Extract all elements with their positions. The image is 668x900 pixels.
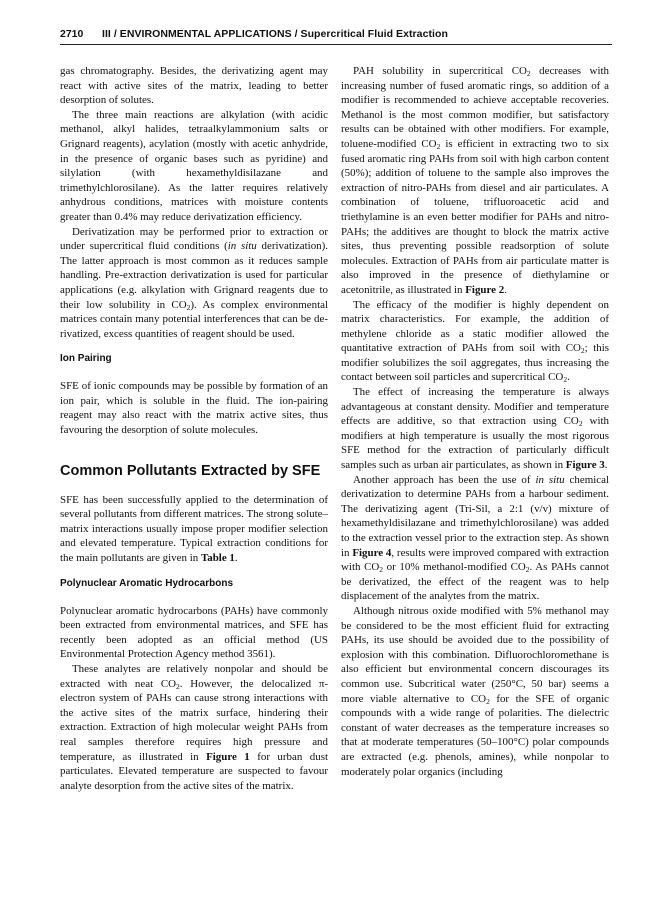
paragraph: Although nitrous oxide modified with 5% methanol may be considered to be the most efficient fluid for extracting PAHs, its use should be avoided due to the possibility of explosion with this combination. Difluorochloromethane is also efficient but environmental concern discourages its common use. Subcritical water (250°C, 50 bar) seems a more viable alternative to $CO_2$ for the SFE of organic compounds with a wide range of polarities. The dielectric constant of water decreases as the temperature increases so that at moderate temperatures (50–100°C) polar compounds are extracted (e.g. phenols, amines), while nonpolar to moderately polar organics (including — [341, 604, 609, 778]
figure-reference[interactable]: Figure 4 — [352, 546, 392, 559]
paragraph: The effect of increasing the temperature is always advantageous at constant density. Modifier and temperature effects are additive, so that extraction using $CO_2$ with modifiers at high temperature is usually the most rigorous SFE method for the extraction of particularly difficult samples such as urban air particulates, as shown in Figure 3. — [341, 386, 609, 472]
figure-reference[interactable]: Figure 1 — [206, 750, 250, 763]
paragraph: These analytes are relatively nonpolar and should be extracted with neat $CO_2$. However, the delocalized π-electron system of PAHs can cause strong interactions with the active sites of the matrix surface, hindering their extraction. Extraction of high molecular weight PAHs from real samples therefore requires high pressure and temperature, as illustrated in Figure 1 for urban dust particulates. Elevated temperature are suspected to favour analyte desorption from the active sites of the matrix. — [60, 663, 328, 792]
subheading-pah: Polynuclear Aromatic Hydrocarbons — [60, 577, 234, 589]
running-title: III / ENVIRONMENTAL APPLICATIONS / Supercritical Fluid Extraction — [102, 28, 448, 40]
paragraph: gas chromatography. Besides, the derivatizing agent may react with active sites of the matrix, leading to better desorption of solutes. — [60, 65, 328, 107]
page-number: 2710 — [60, 28, 84, 40]
paragraph: Derivatization may be performed prior to extraction or under supercritical fluid conditions (in situ derivatization). The latter approach is most common as it reduces sample handling. Pre-extraction derivatization is used for particular applications (e.g. alkylation with Grignard reagents due to their low solubility in $CO_2$). As complex environmental matrices contain many potential interferences that can be derivatized, excess quantities of reagent should be used. — [60, 225, 329, 340]
figure-reference[interactable]: Figure 3 — [565, 459, 605, 472]
paragraph: Polynuclear aromatic hydrocarbons (PAHs) have commonly been extracted from environmental matrices, and SFE has recently been adopted as an official method (US Environmental Protection Agency method 3561). — [60, 604, 328, 661]
figure-reference[interactable]: Figure 2 — [465, 283, 505, 296]
section-heading: Common Pollutants Extracted by SFE — [60, 462, 321, 479]
left-column — [60, 64, 328, 793]
paragraph: PAH solubility in supercritical $CO_2$ decreases with increasing number of fused aromatic rings, so addition of a modifier is recommended to achieve acceptable recoveries. Methanol is the most common modifier, but satisfactory results can be obtained with other modifiers. For example, toluene-modified $CO_2$ is efficient in extracting two to six fused aromatic ring PAHs from soil with high carbon content (50%); addition of toluene to the sample also improves the extraction of nitro-PAHs from diesel and air particulates. A combination of toluene, trifluoroacetic acid and triethylamine is an even better modifier for PAHs and nitro-PAHs; the additives are thought to block the matrix active sites, thus preventing possible readsorption of solute molecules. Extraction of PAHs from air particulate matter is also improved in the presence of diethylamine or acetonitrile, as illustrated in Figure 2. — [341, 65, 609, 296]
right-column — [341, 64, 609, 779]
paragraph: The efficacy of the modifier is highly dependent on matrix characteristics. For example, the addition of methylene chloride as a static modifier allowed the quantitative extraction of PAHs from soil with $CO_2$; this modifier solubilizes the soil aggregates, thus increasing the contact between soil particles and supercritical $CO_2$. — [341, 298, 609, 385]
paragraph: SFE of ionic compounds may be possible by formation of an ion pair, which is soluble in the fluid. The ion-pairing reagent may also react with the matrix active sites, thus favouring the desorption of solute molecules. — [60, 380, 328, 437]
paragraph: SFE has been successfully applied to the determination of several pollutants from different matrices. The strong solute–matrix interactions usually impose proper modifier selection and elevated temperature. Typical extraction conditions for the main pollutants are given in Table 1. — [60, 493, 328, 565]
running-header — [60, 27, 612, 45]
paragraph: Another approach has been the use of in situ chemical derivatization to determine PAHs from a harbour sediment. The derivatizing agent (Tri-Sil, a 2:1 (v/v) mixture of hexamethyldisilazane and trimethylchlorosilane) was added to the extraction vessel prior to the extraction step. As shown in Figure 4, results were improved compared with extraction with $CO_2$ or 10% methanol-modified $CO_2$. As PAHs cannot be derivatized, the effect of the reagent was to help displacement of the analytes from the matrix. — [341, 473, 610, 603]
subheading-ion-pairing: Ion Pairing — [60, 353, 112, 365]
table-reference[interactable]: Table 1 — [200, 552, 235, 565]
header-rule — [60, 44, 612, 45]
paragraph: The three main reactions are alkylation (with acidic methanol, alkyl halides, tetraalkylammonium salts or Grignard reagents), acylation (mostly with acetic anhydride, in the presence of organic bases such as pyridine) and silylation (with hexamethyldisilazane and trimethylchlorosilane). As the latter requires relatively anhydrous conditions, matrices with moisture contents greater than 0.4% may reduce derivatization efficiency. — [60, 108, 328, 223]
